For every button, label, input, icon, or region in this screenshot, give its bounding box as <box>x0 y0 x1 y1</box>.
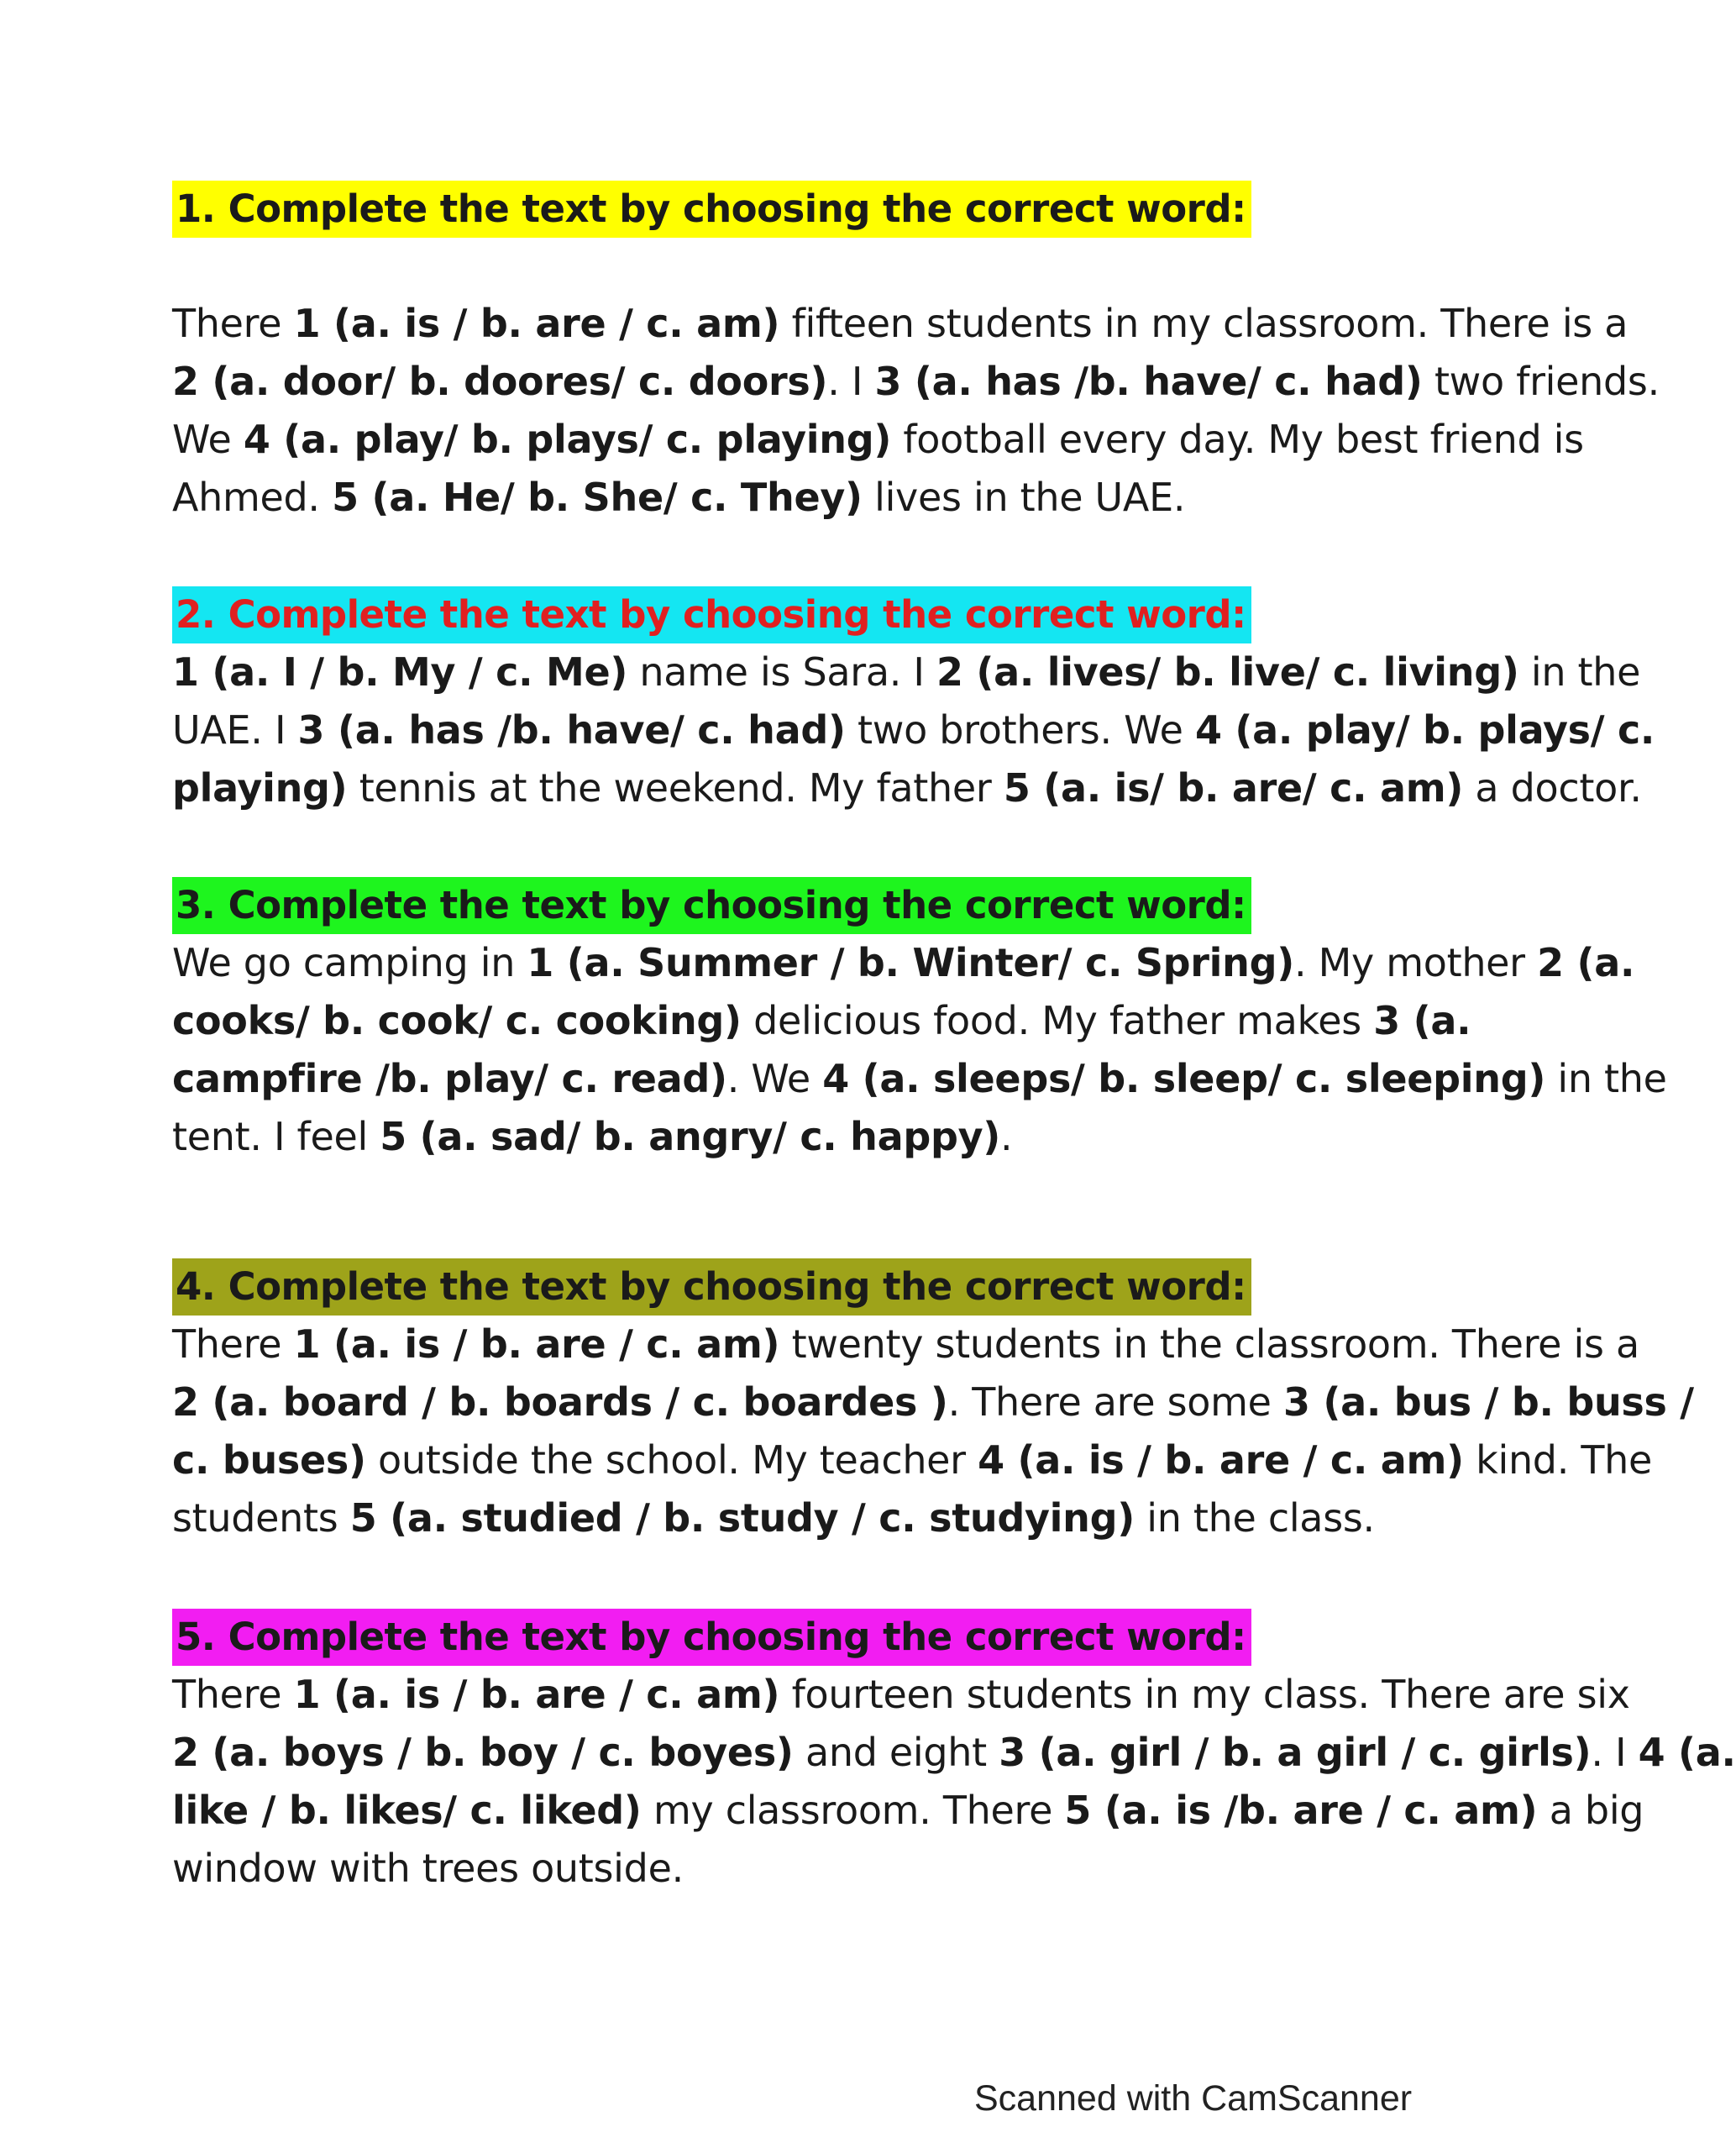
text-line <box>172 701 1655 759</box>
text-segment: . There are some <box>947 1379 1283 1425</box>
text-segment: students <box>172 1495 350 1541</box>
answer-choices: 2 (a. <box>1537 940 1635 985</box>
answer-choices: 4 (a. play/ b. plays/ c. playing) <box>243 417 892 462</box>
answer-choices: 3 (a. has /b. have/ c. had) <box>297 707 846 753</box>
text-line <box>172 992 1600 1050</box>
text-segment: in the class. <box>1134 1495 1375 1541</box>
text-line <box>172 1724 1736 1782</box>
text-segment: outside the school. My teacher <box>365 1437 978 1483</box>
answer-choices: campfire /b. play/ c. read) <box>172 1056 727 1101</box>
text-segment: kind. The <box>1463 1437 1653 1483</box>
answer-choices: 1 (a. I / b. My / c. Me) <box>172 649 628 695</box>
text-segment: twenty students in the classroom. There is a <box>779 1321 1639 1367</box>
answer-choices: like / b. likes/ c. liked) <box>172 1788 642 1833</box>
exercise-5-text <box>172 1666 1736 1898</box>
text-line <box>172 353 1660 411</box>
answer-choices: 3 (a. <box>1373 998 1471 1043</box>
text-segment: . <box>1000 1114 1013 1159</box>
text-segment: There <box>172 1321 294 1367</box>
exercise-5-heading: 5. Complete the text by choosing the correct word: <box>172 1609 1251 1666</box>
text-segment: . I <box>827 359 875 404</box>
answer-choices: 3 (a. bus / b. buss / <box>1282 1379 1694 1425</box>
text-line <box>172 934 1635 992</box>
text-segment: in the <box>1518 649 1641 695</box>
answer-choices: 4 (a. sleeps/ b. sleep/ c. sleeping) <box>822 1056 1546 1101</box>
answer-choices: 4 (a. <box>1638 1730 1736 1775</box>
text-line <box>172 1316 1639 1373</box>
text-segment: two friends. <box>1422 359 1660 404</box>
text-line <box>172 1050 1667 1108</box>
text-segment: We <box>172 417 244 462</box>
answer-choices: cooks/ b. cook/ c. cooking) <box>172 998 742 1043</box>
text-segment: There <box>172 1672 294 1717</box>
text-segment: There <box>172 301 294 346</box>
answer-choices: 5 (a. sad/ b. angry/ c. happy) <box>380 1114 1001 1159</box>
exercise-5 <box>172 1609 1736 1898</box>
answer-choices: 2 (a. boys / b. boy / c. boyes) <box>172 1730 794 1775</box>
exercise-3-heading: 3. Complete the text by choosing the correct word: <box>172 877 1251 934</box>
text-segment: fourteen students in my class. There are six <box>779 1672 1630 1717</box>
answer-choices: 5 (a. He/ b. She/ c. They) <box>332 475 863 520</box>
text-segment: Ahmed. <box>172 475 333 520</box>
text-segment: delicious food. My father makes <box>741 998 1374 1043</box>
text-line <box>172 1666 1630 1724</box>
text-line <box>172 295 1628 353</box>
text-segment: We go camping in <box>172 940 527 985</box>
text-line <box>172 1431 1653 1489</box>
exercise-4 <box>172 1258 1694 1547</box>
text-line <box>172 759 1642 817</box>
text-segment: a doctor. <box>1463 765 1642 811</box>
answer-choices: 2 (a. door/ b. doores/ c. doors) <box>172 359 828 404</box>
text-segment: window with trees outside. <box>172 1846 684 1891</box>
text-line <box>172 1489 1600 1547</box>
text-segment: tent. I feel <box>172 1114 380 1159</box>
answer-choices: 2 (a. lives/ b. live/ c. living) <box>936 649 1519 695</box>
text-line <box>172 1840 1600 1898</box>
answer-choices: 3 (a. girl / b. a girl / c. girls) <box>999 1730 1592 1775</box>
text-segment: . My mother <box>1293 940 1538 985</box>
text-segment: fifteen students in my classroom. There is a <box>779 301 1628 346</box>
answer-choices: 1 (a. Summer / b. Winter/ c. Spring) <box>527 940 1294 985</box>
answer-choices: 1 (a. is / b. are / c. am) <box>293 1321 780 1367</box>
answer-choices: 2 (a. board / b. boards / c. boardes ) <box>172 1379 948 1425</box>
text-segment: name is Sara. I <box>627 649 936 695</box>
text-segment: UAE. I <box>172 707 298 753</box>
text-line <box>172 643 1641 701</box>
text-segment: football every day. My best friend is <box>891 417 1584 462</box>
answer-choices: 5 (a. is /b. are / c. am) <box>1064 1788 1538 1833</box>
exercise-4-heading: 4. Complete the text by choosing the correct word: <box>172 1258 1251 1316</box>
exercise-2-text <box>172 643 1655 817</box>
exercise-2-heading: 2. Complete the text by choosing the correct word: <box>172 586 1251 643</box>
text-line <box>172 469 1600 527</box>
answer-choices: 4 (a. play/ b. plays/ c. <box>1194 707 1655 753</box>
answer-choices: 3 (a. has /b. have/ c. had) <box>874 359 1423 404</box>
text-line <box>172 1373 1694 1431</box>
answer-choices: 4 (a. is / b. are / c. am) <box>978 1437 1464 1483</box>
answer-choices: 5 (a. studied / b. study / c. studying) <box>349 1495 1135 1541</box>
exercise-3 <box>172 877 1667 1166</box>
text-segment: two brothers. We <box>845 707 1195 753</box>
text-segment: lives in the UAE. <box>862 475 1186 520</box>
answer-choices: 1 (a. is / b. are / c. am) <box>293 1672 780 1717</box>
text-line <box>172 1108 1600 1166</box>
text-segment: my classroom. There <box>641 1788 1065 1833</box>
exercise-1 <box>172 181 1660 527</box>
answer-choices: playing) <box>172 765 348 811</box>
answer-choices: 5 (a. is/ b. are/ c. am) <box>1003 765 1464 811</box>
exercise-1-heading: 1. Complete the text by choosing the correct word: <box>172 181 1251 238</box>
exercise-4-text <box>172 1316 1694 1547</box>
scanner-watermark: Scanned with CamScanner <box>974 2078 1413 2119</box>
text-segment: a big <box>1537 1788 1644 1833</box>
text-line <box>172 411 1600 469</box>
text-segment: . I <box>1591 1730 1639 1775</box>
exercise-2 <box>172 586 1655 817</box>
text-segment: tennis at the weekend. My father <box>347 765 1004 811</box>
text-segment: in the <box>1545 1056 1667 1101</box>
exercise-3-text <box>172 934 1667 1166</box>
exercise-1-text <box>172 295 1660 527</box>
answer-choices: 1 (a. is / b. are / c. am) <box>293 301 780 346</box>
text-segment: and eight <box>793 1730 999 1775</box>
text-segment: . We <box>726 1056 823 1101</box>
answer-choices: c. buses) <box>172 1437 366 1483</box>
text-line <box>172 1782 1644 1840</box>
